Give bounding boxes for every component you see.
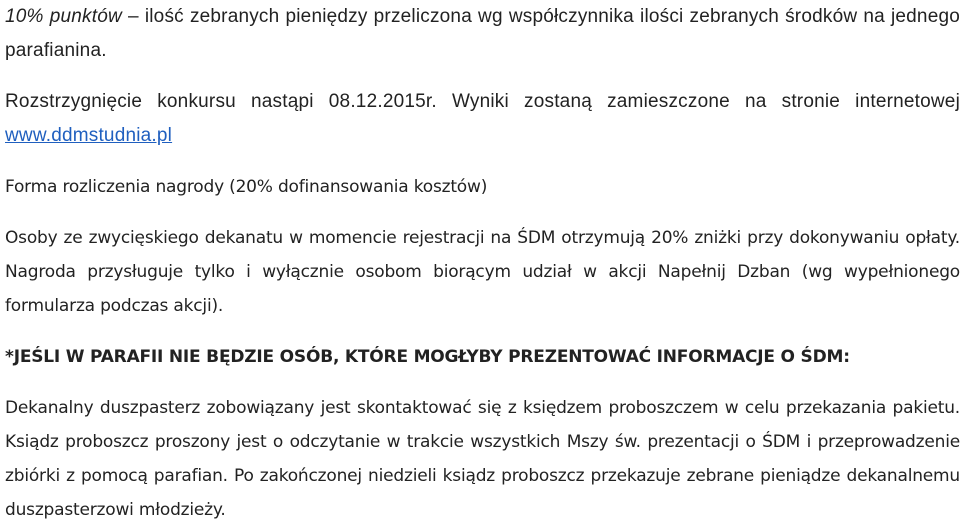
website-link[interactable]: www.ddmstudnia.pl	[5, 125, 173, 146]
spacer	[5, 153, 960, 170]
no-presenters-heading: *JEŚLI W PARAFII NIE BĘDZIE OSÓB, KTÓRE MOGŁYBY PREZENTOWAĆ INFORMACJE O ŚDM:	[5, 347, 850, 367]
prize-form-heading: Forma rozliczenia nagrody (20% dofinansowania kosztów)	[5, 177, 488, 197]
spacer	[5, 204, 960, 221]
spacer	[5, 374, 960, 391]
results-text: Rozstrzygnięcie konkursu nastąpi 08.12.2015r. Wyniki zostaną zamieszczone na stronie internetowej	[5, 91, 960, 112]
points-paragraph	[5, 0, 960, 68]
spacer	[5, 68, 960, 85]
points-description: – ilość zebranych pieniędzy przeliczona wg współczynnika ilości zebranych środków na jednego parafianina.	[5, 6, 960, 61]
document-page	[5, 0, 960, 527]
prize-details-paragraph: Osoby ze zwycięskiego dekanatu w momencie rejestracji na ŚDM otrzymują 20% zniżki przy dokonywaniu opłaty. Nagroda przysługuje tylko i wyłącznie osobom biorącym udział w akcji Napełnij Dzban (wg wypełnionego formularza podczas akcji).	[5, 228, 960, 316]
points-lead: 10% punktów	[5, 6, 122, 27]
spacer	[5, 323, 960, 340]
results-paragraph	[5, 85, 960, 153]
pastor-instructions-paragraph: Dekanalny duszpasterz zobowiązany jest skontaktować się z księdzem proboszczem w celu przekazania pakietu. Ksiądz proboszcz proszony jest o odczytanie w trakcie wszystkich Mszy św. prezentacji o ŚDM i przeprowadzenie zbiórki z pomocą parafian. Po zakończonej niedzieli ksiądz proboszcz przekazuje zebrane pieniądze dekanalnemu duszpasterzowi młodzieży.	[5, 398, 960, 520]
